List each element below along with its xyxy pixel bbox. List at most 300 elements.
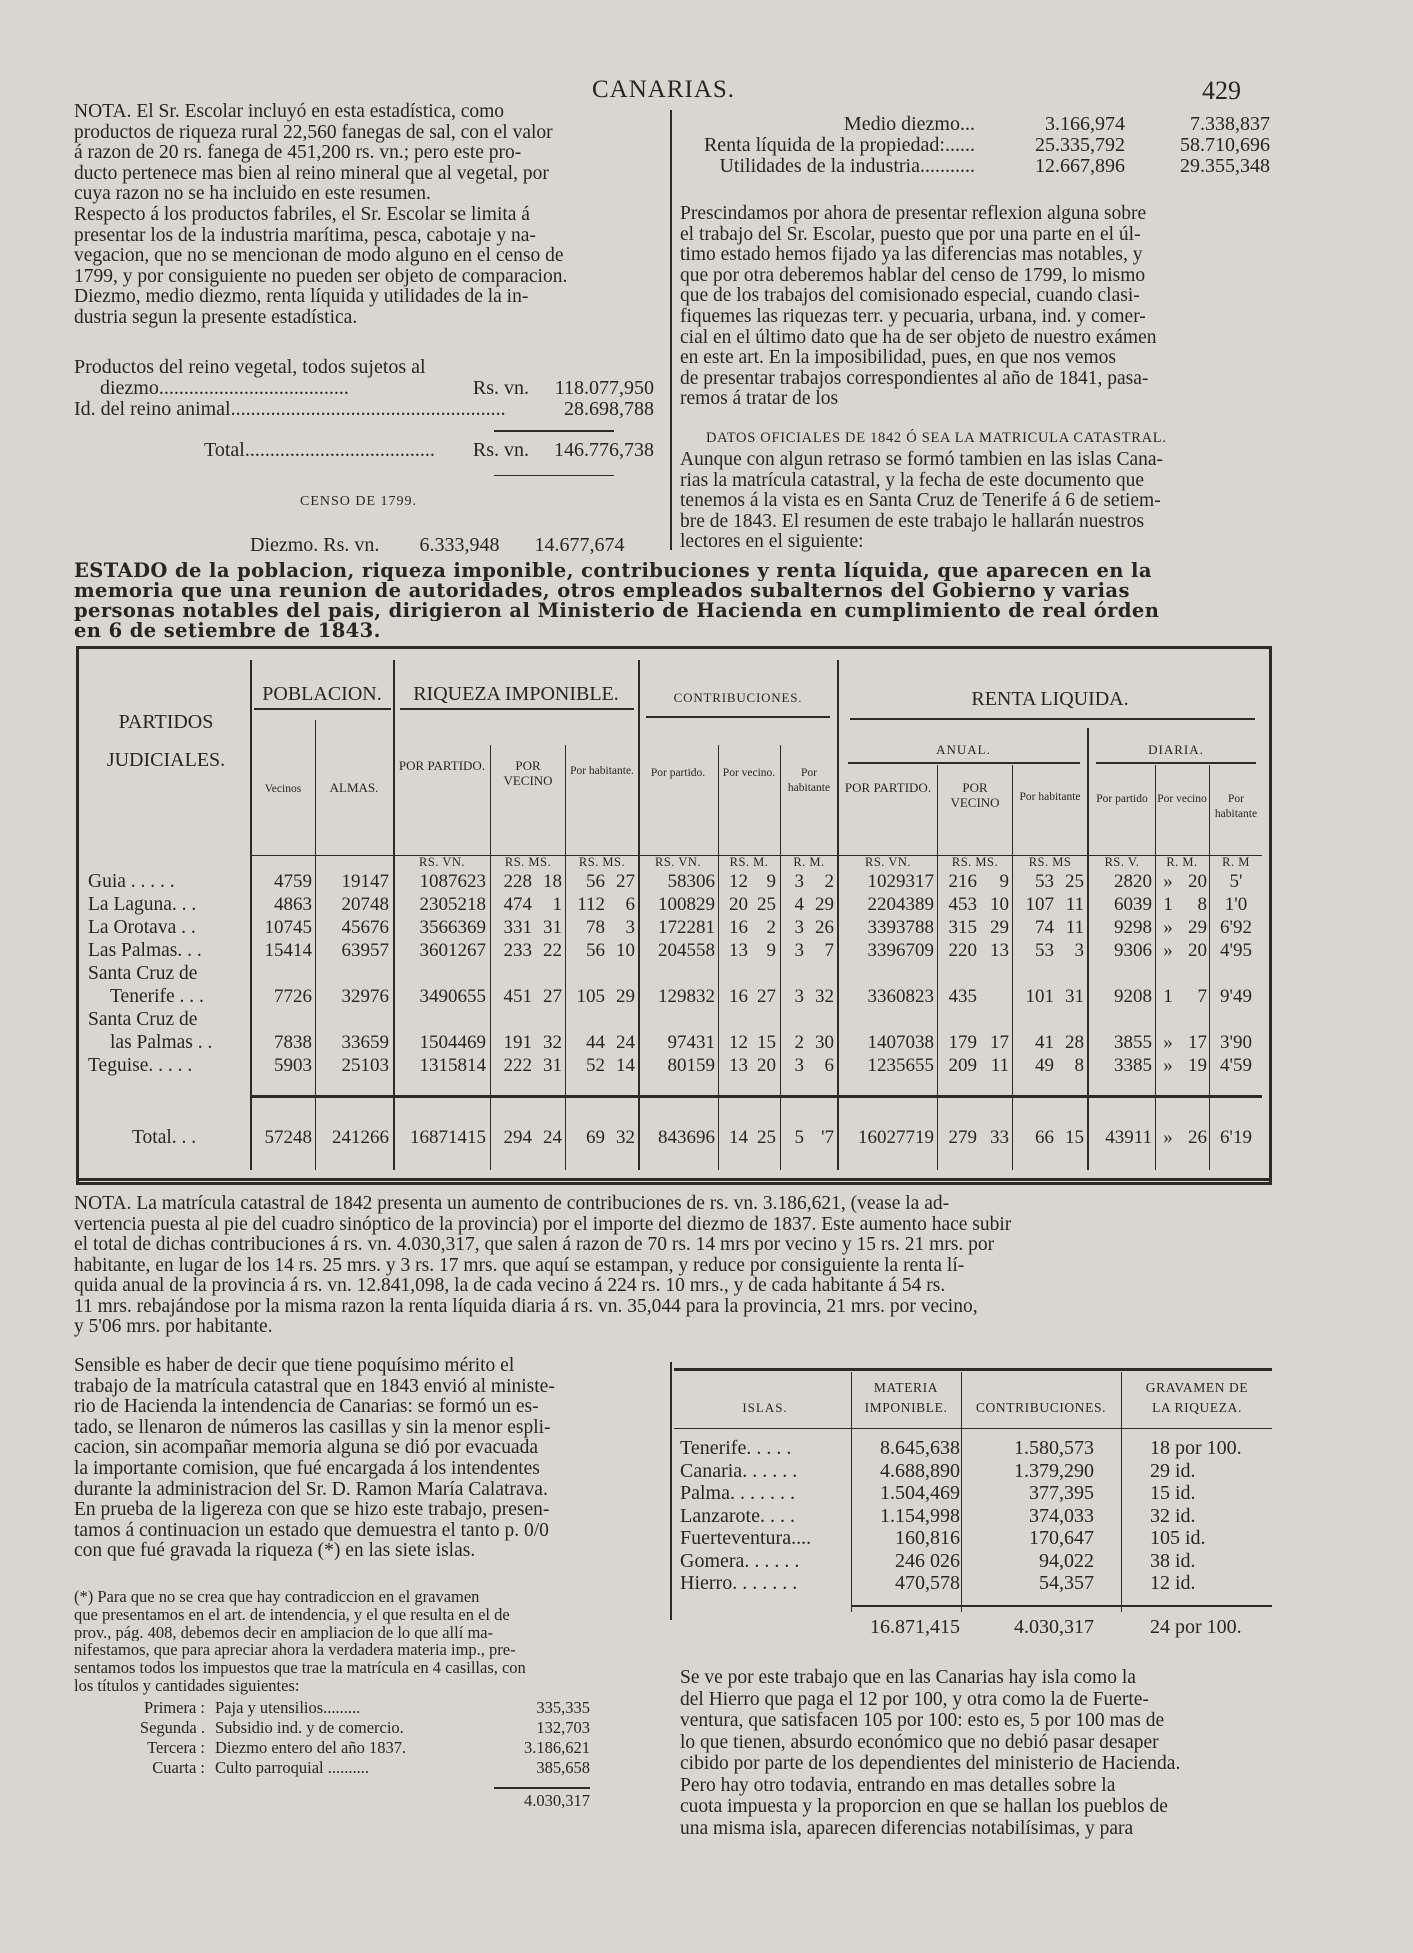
cell-dh: 4'95 [1220, 940, 1252, 961]
islas-cell-isla: Gomera. . . . . . [680, 1549, 800, 1572]
cell-rv1: 191 [503, 1032, 532, 1053]
cell-dh: 5' [1229, 871, 1243, 892]
note-line: NOTA. El Sr. Escolar incluyó en esta estadística, como [74, 102, 505, 122]
cell-cp: 80159 [667, 1055, 715, 1076]
cell-vec: 15414 [264, 940, 312, 961]
paragraph-line: lectores en el siguiente: [680, 532, 864, 553]
paragraph-line: la importante comision, que fué encargada á los intendentes [74, 1458, 540, 1479]
cell-cv1: 12 [729, 1032, 748, 1053]
cell-cv1: 13 [729, 1055, 748, 1076]
paragraph-line: remos á tratar de los [680, 389, 839, 410]
cell-cv2: 20 [757, 1055, 776, 1076]
paragraph-line: bre de 1843. El resumen de este trabajo le hallarán nuestros [680, 511, 1145, 532]
paragraph-line: Se ve por este trabajo que en las Canarias hay isla como la [680, 1667, 1136, 1688]
censo-heading: CENSO DE 1799. [300, 494, 418, 509]
islas-cell-mat: 8.645,638 [880, 1437, 960, 1459]
footnote-line: prov., pág. 408, debemos decir en ampliacion de lo que allí ma- [74, 1623, 494, 1642]
islas-cell-mat: 4.688,890 [880, 1459, 960, 1482]
islas-cell-con: 94,022 [1039, 1549, 1094, 1572]
unit-label: RS. M. [729, 855, 769, 869]
islas-cell-mat: 1.154,998 [880, 1504, 960, 1527]
casilla-cell: Segunda . [139, 1718, 205, 1737]
cell-dp: 2820 [1114, 871, 1152, 892]
cell-rp: 3601267 [419, 940, 486, 961]
paragraph-line: cibido por parte de los dependientes del ministerio de Hacienda. [680, 1753, 1181, 1774]
cell-rh2: 27 [616, 871, 635, 892]
col-partidos: PARTIDOS JUDICIALES. [106, 711, 226, 771]
paragraph-line: rias la matrícula catastral, y la fecha de este documento que [680, 470, 1144, 491]
cell-vec: 4863 [274, 894, 312, 915]
cell-av1: 220 [948, 940, 977, 961]
right-paragraph-2 [680, 450, 1270, 553]
note-line: cuya razon no se ha incluido en este resumen. [74, 184, 431, 205]
cell-cv2: 9 [766, 940, 776, 961]
nota-line: vertencia puesta al pie del cuadro sinóptico de la provincia) por el importe del diezmo de 1837. Este aumento hace subir [74, 1214, 1012, 1235]
h-por-vecino: POR VECINO [503, 758, 553, 788]
cell-rh2: 32 [616, 1127, 635, 1148]
cell-cp: 58306 [667, 871, 715, 892]
cell-dh: 6'92 [1220, 917, 1252, 938]
nota-line: y 5'06 mrs. por habitante. [74, 1317, 273, 1337]
casilla-cell: Culto parroquial .......... [215, 1758, 369, 1777]
value-row [680, 156, 1270, 177]
cell-ah1: 49 [1035, 1055, 1054, 1076]
group-diaria: DIARIA. [1148, 742, 1204, 757]
cell-av2: 33 [990, 1127, 1009, 1148]
cell-av1: 315 [948, 917, 977, 938]
islas-cell-isla: Tenerife. . . . . [680, 1437, 792, 1459]
islas-total-grav: 24 por 100. [1150, 1616, 1242, 1638]
cell-cv1: 12 [729, 871, 748, 892]
cell-rv1: 228 [503, 871, 532, 892]
animal-row: Id. del reino animal ....................................................... 28.698,788 [74, 398, 654, 420]
cell-dv2: 8 [1197, 894, 1207, 915]
paragraph-line: con que fué gravada la riqueza (*) en las siete islas. [74, 1541, 476, 1562]
islas-total-con: 4.030,317 [1014, 1616, 1094, 1638]
paragraph-line: de presentar trabajos correspondientes al año de 1841, pasa- [680, 368, 1149, 389]
unit-label: RS. MS. [951, 855, 999, 869]
cell-dv2: 19 [1188, 1055, 1207, 1076]
unit-label: RS. VN. [419, 855, 465, 869]
islas-cell-con: 1.379,290 [1014, 1459, 1094, 1482]
cell-rv2: 22 [543, 940, 562, 961]
note-line: 1799, y por consiguiente no pueden ser objeto de comparacion. [74, 266, 568, 287]
cell-cv1: 13 [729, 940, 748, 961]
note-line: á razon de 20 rs. fanega de 451,200 rs. vn.; pero este pro- [74, 143, 522, 164]
paragraph-line: trabajo de la matrícula catastral que en 1843 envió al ministe- [74, 1376, 555, 1397]
h-c-habitante: Por habitante [787, 767, 831, 794]
animal-value: 28.698,788 [564, 398, 654, 420]
casilla-row [120, 1738, 590, 1758]
cell-cp: 97431 [667, 1032, 715, 1053]
h-rd-partido: Por partido [1096, 793, 1148, 805]
cell-rh1: 56 [586, 871, 605, 892]
cell-ah2: 15 [1065, 1127, 1084, 1148]
casilla-row [120, 1698, 590, 1718]
nota-line: 11 mrs. rebajándose por la misma razon la renta líquida diaria á rs. vn. 35,044 para la provincia, 21 mrs. por vecino, [74, 1296, 978, 1317]
cell-rv1: 451 [503, 986, 532, 1007]
estado-title-line: memoria que una reunion de autoridades, otros empleados subalternos del Gobierno y varias [74, 581, 1130, 601]
value-cell: Medio diezmo... [843, 113, 975, 135]
cell-rh2: 3 [625, 917, 635, 938]
cell-vec: 57248 [264, 1127, 312, 1148]
cell-av1: 216 [948, 871, 977, 892]
h-ra-partido: POR PARTIDO. [844, 780, 932, 795]
paragraph-line: tamos á continuacion un estado que demuestra el tanto p. 0/0 [74, 1520, 549, 1541]
unit-label: R. M. [1166, 855, 1198, 869]
cell-alm: 63957 [341, 940, 389, 961]
cell-ah1: 53 [1035, 940, 1054, 961]
cell-dv2: 29 [1188, 917, 1207, 938]
paragraph-line: Sensible es haber de decir que tiene poquísimo mérito el [74, 1356, 515, 1376]
cell-dp: 9306 [1114, 940, 1152, 961]
note-line: Respecto á los productos fabriles, el Sr. Escolar se limita á [74, 204, 530, 225]
row-name: Santa Cruz de las Palmas . . [88, 1008, 248, 1054]
page-title: CANARIAS. [592, 76, 736, 103]
casilla-cell: Subsidio ind. y de comercio. [215, 1718, 404, 1737]
casilla-cell: Cuarta : [152, 1758, 205, 1777]
cell-av2: 9 [999, 871, 1009, 892]
cell-rh1: 52 [586, 1055, 605, 1076]
right-paragraph-1 [680, 204, 1270, 410]
cell-rh1: 105 [576, 986, 605, 1007]
cell-rp: 1315814 [419, 1055, 486, 1076]
total-row: Total ...................................... Rs. vn. 146.776,738 [204, 439, 654, 461]
casillas-list [120, 1698, 590, 1778]
islas-h-islas: ISLAS. [742, 1400, 788, 1415]
cell-alm: 25103 [341, 1055, 389, 1076]
cell-cv2: 9 [766, 871, 776, 892]
page-number: 429 [1202, 76, 1241, 105]
cell-rh2: 24 [616, 1032, 635, 1053]
cell-rv2: 32 [543, 1032, 562, 1053]
unit-label: R. M. [793, 855, 825, 869]
row-name: Guia . . . . . [88, 871, 175, 892]
islas-cell-isla: Palma. . . . . . . [680, 1482, 795, 1504]
cell-dv1: 1 [1163, 894, 1173, 915]
casilla-cell: 335,335 [536, 1698, 590, 1717]
datos-heading: DATOS OFICIALES DE 1842 Ó SEA LA MATRICULA CATASTRAL. [706, 430, 1167, 446]
value-cell: 12.667,896 [1035, 155, 1125, 177]
paragraph-line: Prescindamos por ahora de presentar reflexion alguna sobre [680, 204, 1147, 224]
row-name: Las Palmas. . . [88, 940, 202, 961]
paragraph-line: del Hierro que paga el 12 por 100, y otra como la de Fuerte- [680, 1688, 1149, 1710]
row-name: Total. . . [132, 1127, 197, 1148]
islas-h-materia: MATERIA IMPONIBLE. [864, 1380, 948, 1415]
cell-rh2: 14 [616, 1055, 635, 1076]
cell-vec: 10745 [264, 917, 312, 938]
cell-rp: 2305218 [419, 894, 486, 915]
footnote-line: los títulos y cantidades siguientes: [74, 1676, 300, 1695]
cell-ap: 1235655 [867, 1055, 934, 1076]
casilla-row [120, 1758, 590, 1778]
cell-ch2: 29 [815, 894, 834, 915]
cell-ah2: 25 [1065, 871, 1084, 892]
paragraph-line: cial en el último dato que ha de ser objeto de nuestro exámen [680, 327, 1157, 348]
diezmo-row: Diezmo. Rs. vn. 6.333,948 14.677,674 [250, 534, 625, 556]
value-row [680, 135, 1270, 156]
estado-title-line: personas notables del pais, dirigieron al Ministerio de Hacienda en cumplimiento de real órden [74, 601, 1160, 621]
unit-label: RS. VN. [865, 855, 911, 869]
cell-rv2: 31 [543, 1055, 562, 1076]
cell-ah2: 11 [1065, 917, 1084, 938]
cell-alm: 241266 [332, 1127, 389, 1148]
cell-rv2: 24 [543, 1127, 562, 1148]
footnote-line: sentamos todos los impuestos que trae la matrícula en 4 casillas, con [74, 1659, 526, 1677]
unit-label: RS. V. [1104, 855, 1140, 869]
cell-ch2: 6 [824, 1055, 834, 1076]
right-bottom-paragraph [680, 1667, 1272, 1839]
cell-rp: 3566369 [419, 917, 486, 938]
cell-vec: 4759 [274, 871, 312, 892]
row-name: Teguise. . . . . [88, 1055, 193, 1076]
paragraph-line: Aunque con algun retraso se formó tambien en las islas Cana- [680, 450, 1164, 470]
cell-rh1: 44 [586, 1032, 605, 1053]
paragraph-line: tado, se llenaron de números las casillas y sin la menor espli- [74, 1417, 551, 1438]
paragraph-line: ventura, que satisfacen 105 por 100: esto es, 5 por 100 mas de [680, 1710, 1165, 1731]
cell-ch1: 3 [794, 871, 804, 892]
nota-line: quida anual de la provincia á rs. vn. 12.841,098, la de cada vecino á 224 rs. 10 mrs., y de cada habitante á 54 rs. [74, 1276, 946, 1296]
value-cell: Renta líquida de la propiedad:...... [703, 134, 975, 156]
cell-ch1: 3 [794, 986, 804, 1007]
cell-av1: 179 [948, 1032, 977, 1053]
cell-rv2: 31 [543, 917, 562, 938]
cell-ap: 3393788 [867, 917, 934, 938]
value-row [680, 114, 1270, 135]
islas-cell-isla: Fuerteventura.... [680, 1527, 812, 1549]
islas-cell-mat: 1.504,469 [880, 1482, 960, 1504]
cell-ah2: 3 [1074, 940, 1084, 961]
cell-dp: 3855 [1114, 1032, 1152, 1053]
islas-cell-isla: Canaria. . . . . . [680, 1459, 798, 1482]
islas-h-gravamen: GRAVAMEN DE LA RIQUEZA. [1145, 1380, 1249, 1415]
cell-av1: 453 [948, 894, 977, 915]
cell-dp: 9298 [1114, 917, 1152, 938]
cell-rv1: 222 [503, 1055, 532, 1076]
cell-rp: 1087623 [419, 871, 486, 892]
cell-cp: 843696 [658, 1127, 715, 1148]
cell-ah1: 107 [1025, 894, 1054, 915]
cell-rv1: 294 [503, 1127, 532, 1148]
cell-ch1: 5 [794, 1127, 804, 1148]
row-name-cont: las Palmas . . [110, 1032, 213, 1053]
cell-rp: 16871415 [410, 1127, 486, 1148]
casilla-cell: Paja y utensilios......... [215, 1698, 361, 1717]
cell-ch1: 2 [794, 1032, 804, 1053]
cell-cv2: 27 [757, 986, 776, 1007]
unit-label: RS. MS. [504, 855, 552, 869]
unit-label: RS. VN. [655, 855, 701, 869]
cell-dh: 6'19 [1220, 1127, 1252, 1148]
cell-dp: 9208 [1114, 986, 1152, 1007]
cell-ap: 2204389 [867, 894, 934, 915]
paragraph-line: lo que tienen, absurdo económico que no debió pasar desaper [680, 1731, 1159, 1753]
cell-cv1: 16 [729, 986, 748, 1007]
unit-label: RS. MS. [578, 855, 626, 869]
cell-cp: 172281 [658, 917, 715, 938]
paragraph-line: tenemos á la vista es en Santa Cruz de Tenerife á 6 de setiem- [680, 491, 1161, 512]
paragraph-line: En prueba de la ligereza con que se hizo este trabajo, presen- [74, 1500, 550, 1521]
cell-cv2: 25 [757, 1127, 776, 1148]
cell-ah1: 66 [1035, 1127, 1054, 1148]
h-por-habitante: Por habitante. [570, 765, 634, 777]
cell-dv2: 20 [1188, 871, 1207, 892]
cell-ap: 3396709 [867, 940, 934, 961]
islas-cell-con: 54,357 [1039, 1572, 1094, 1594]
vegetal-row: diezmo ...................................... Rs. vn. 118.077,950 [100, 377, 654, 399]
cell-av1: 209 [948, 1055, 977, 1076]
cell-dv2: 20 [1188, 940, 1207, 961]
cell-av2: 13 [990, 940, 1009, 961]
cell-av2: 17 [990, 1032, 1009, 1053]
cell-rv2: 27 [543, 986, 562, 1007]
total-value: 146.776,738 [554, 439, 654, 461]
cell-cv2: 25 [757, 894, 776, 915]
cell-ap: 1029317 [867, 871, 934, 892]
cell-cv1: 20 [729, 894, 748, 915]
footnote-line: (*) Para que no se crea que hay contradiccion en el gravamen [74, 1588, 480, 1606]
casilla-cell: Primera : [144, 1698, 205, 1717]
cell-rh2: 6 [625, 894, 635, 915]
row-name: Santa Cruz de Tenerife . . . [88, 962, 248, 1008]
vegetal-value: 118.077,950 [554, 377, 654, 399]
cell-alm: 32976 [341, 986, 389, 1007]
h-ra-habitante: Por habitante [1019, 791, 1081, 803]
value-cell: 3.166,974 [1045, 113, 1125, 135]
value-cell: 25.335,792 [1035, 134, 1125, 156]
cell-rh1: 56 [586, 940, 605, 961]
islas-cell-grav: 12 id. [1150, 1572, 1196, 1594]
left-top-note [74, 102, 654, 329]
cell-ah1: 53 [1035, 871, 1054, 892]
group-contribuciones: CONTRIBUCIONES. [673, 690, 803, 705]
paragraph-line: rio de Hacienda la intendencia de Canarias: se formó un es- [74, 1397, 539, 1418]
cell-dh: 3'90 [1220, 1032, 1252, 1053]
paragraph-line: en este art. En la imposibilidad, pues, en que nos vemos [680, 348, 1116, 369]
cell-dv1: » [1163, 917, 1173, 938]
cell-ah1: 101 [1025, 986, 1054, 1007]
cell-dv2: 7 [1197, 986, 1207, 1007]
note-line: presentar los de la industria marítima, pesca, cabotaje y na- [74, 225, 536, 246]
islas-cell-grav: 29 id. [1150, 1459, 1196, 1482]
cell-av1: 435 [948, 986, 977, 1007]
islas-cell-mat: 246 026 [895, 1549, 960, 1572]
paragraph-line: que de los trabajos del comisionado especial, cuando clasi- [680, 286, 1140, 307]
vegetal-label: Productos del reino vegetal, todos sujetos al [74, 356, 426, 378]
value-cell: Utilidades de la industria........... [719, 155, 975, 177]
cell-ah2: 11 [1065, 894, 1084, 915]
cell-ch2: 2 [824, 871, 834, 892]
cell-rv2: 1 [552, 894, 562, 915]
estado-title-line: ESTADO de la poblacion, riqueza imponible, contribuciones y renta líquida, que aparecen en la [74, 561, 1152, 581]
cell-vec: 7726 [274, 986, 312, 1007]
cell-rh1: 78 [586, 917, 605, 938]
islas-h-contrib: CONTRIBUCIONES. [975, 1400, 1107, 1415]
value-cell: 7.338,837 [1190, 113, 1270, 135]
row-name: La Laguna. . . [88, 894, 197, 915]
cell-ch2: 30 [815, 1032, 834, 1053]
cell-rv1: 331 [503, 917, 532, 938]
h-almas: ALMAS. [329, 780, 379, 795]
islas-cell-mat: 160,816 [895, 1527, 960, 1549]
paragraph-line: fiquemes las riquezas terr. y pecuaria, urbana, ind. y comer- [680, 306, 1146, 327]
cell-rv2: 18 [543, 871, 562, 892]
cell-vec: 7838 [274, 1032, 312, 1053]
value-cell: 29.355,348 [1180, 155, 1270, 177]
islas-cell-grav: 18 por 100. [1150, 1437, 1242, 1459]
cell-ch2: 7 [824, 940, 834, 961]
cell-ah1: 41 [1035, 1032, 1054, 1053]
casilla-row [120, 1718, 590, 1738]
row-name: La Orotava . . [88, 917, 196, 938]
left-bottom-paragraph [74, 1356, 654, 1562]
islas-cell-grav: 105 id. [1150, 1527, 1206, 1549]
cell-cp: 204558 [658, 940, 715, 961]
cell-cp: 129832 [658, 986, 715, 1007]
cell-cv2: 2 [766, 917, 776, 938]
islas-cell-isla: Lanzarote. . . . [680, 1504, 795, 1527]
cell-dv2: 26 [1188, 1127, 1207, 1148]
cell-dp: 43911 [1105, 1127, 1152, 1148]
cell-av2: 11 [990, 1055, 1009, 1076]
h-rd-vecino: Por vecino [1157, 793, 1207, 805]
group-poblacion: POBLACION. [262, 683, 382, 705]
unit-label: RS. MS [1028, 855, 1072, 869]
cell-rp: 1504469 [419, 1032, 486, 1053]
cell-ah1: 74 [1035, 917, 1054, 938]
cell-dv1: » [1163, 1032, 1173, 1053]
cell-alm: 45676 [341, 917, 389, 938]
h-ra-vecino: POR VECINO [950, 780, 1000, 810]
cell-ap: 16027719 [858, 1127, 934, 1148]
casilla-cell: Tercera : [147, 1738, 205, 1757]
cell-cv1: 16 [729, 917, 748, 938]
cell-rh1: 69 [586, 1127, 605, 1148]
casilla-cell: 3.186,621 [524, 1738, 590, 1757]
nota-line: el total de dichas contribuciones á rs. vn. 4.030,317, que salen á razon de 70 rs. 14 mrs por vecino y 15 rs. 21 mrs. por [74, 1235, 995, 1255]
note-line: Diezmo, medio diezmo, renta líquida y utilidades de la in- [74, 287, 529, 308]
islas-cell-con: 170,647 [1029, 1527, 1094, 1549]
group-renta: RENTA LIQUIDA. [971, 688, 1129, 710]
cell-vec: 5903 [274, 1055, 312, 1076]
footnote [74, 1588, 654, 1695]
cell-dv2: 17 [1188, 1032, 1207, 1053]
cell-rv1: 474 [503, 894, 532, 915]
casilla-cell: Diezmo entero del año 1837. [215, 1738, 407, 1757]
cell-rh1: 112 [577, 894, 605, 915]
note-line: ducto pertenece mas bien al reino mineral que al vegetal, por [74, 163, 549, 184]
note-line: productos de riqueza rural 22,560 fanegas de sal, con el valor [74, 122, 553, 143]
cell-dh: 9'49 [1220, 986, 1252, 1007]
cell-alm: 33659 [341, 1032, 389, 1053]
cell-dp: 3385 [1114, 1055, 1152, 1076]
group-anual: ANUAL. [936, 742, 991, 757]
value-cell: 58.710,696 [1180, 134, 1270, 156]
cell-av1: 279 [948, 1127, 977, 1148]
cell-av2: 29 [990, 917, 1009, 938]
cell-ap: 3360823 [867, 986, 934, 1007]
cell-rh2: 10 [616, 940, 635, 961]
nota-line: NOTA. La matrícula catastral de 1842 presenta un aumento de contribuciones de rs. vn. 3.186,621, (vease la ad- [74, 1194, 950, 1214]
islas-cell-con: 374,033 [1029, 1504, 1094, 1527]
cell-dv1: » [1163, 871, 1173, 892]
casilla-cell: 385,658 [536, 1758, 590, 1777]
cell-dh: 4'59 [1220, 1055, 1252, 1076]
cell-dh: 1'0 [1224, 894, 1248, 915]
islas-cell-isla: Hierro. . . . . . . [680, 1572, 798, 1594]
cell-ch1: 3 [794, 1055, 804, 1076]
nota-bottom [74, 1194, 1272, 1338]
